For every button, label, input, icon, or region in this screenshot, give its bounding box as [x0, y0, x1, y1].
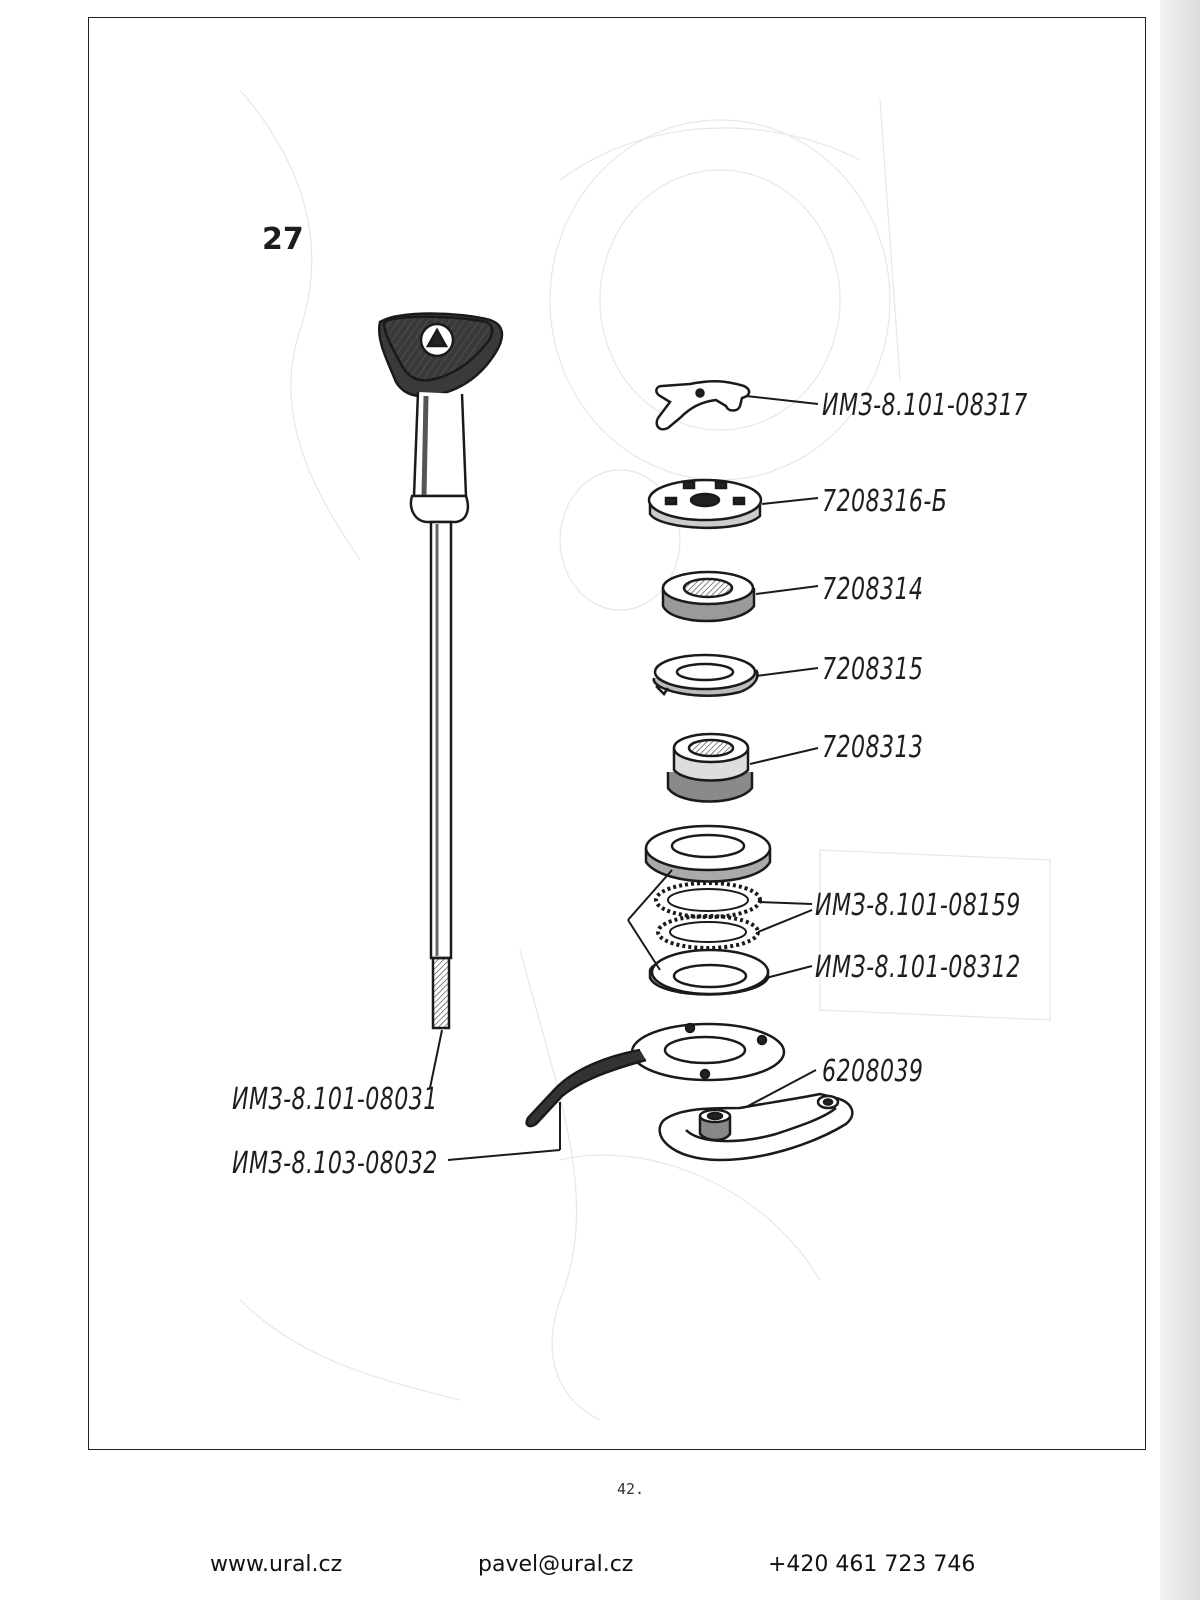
part-label-lever: ИМЗ-8.103-08032: [232, 1146, 438, 1181]
part-label-rod: ИМЗ-8.101-08031: [232, 1082, 438, 1117]
page-number: 42.: [617, 1480, 645, 1498]
part-label-bearing-race: ИМЗ-8.101-08312: [815, 950, 1021, 985]
part-label-top-nut: 7208316-Б: [822, 484, 948, 519]
website-link[interactable]: www.ural.cz: [210, 1552, 343, 1577]
plate-number: 27: [262, 222, 304, 257]
part-label-adjust-nut: 7208313: [822, 730, 924, 765]
footer-website: [210, 1552, 342, 1577]
footer-email: [478, 1552, 633, 1577]
phone-link[interactable]: +420 461 723 746: [768, 1552, 976, 1577]
email-link[interactable]: pavel@ural.cz: [478, 1552, 634, 1577]
page-frame: [88, 17, 1146, 1450]
part-label-lock-plate: ИМЗ-8.101-08317: [822, 388, 1028, 423]
footer-phone: [768, 1552, 975, 1577]
part-label-friction-disc: 6208039: [822, 1054, 924, 1089]
part-label-washer: 7208315: [822, 652, 924, 687]
part-label-bearing-balls: ИМЗ-8.101-08159: [815, 888, 1021, 923]
part-label-lock-nut: 7208314: [822, 572, 924, 607]
